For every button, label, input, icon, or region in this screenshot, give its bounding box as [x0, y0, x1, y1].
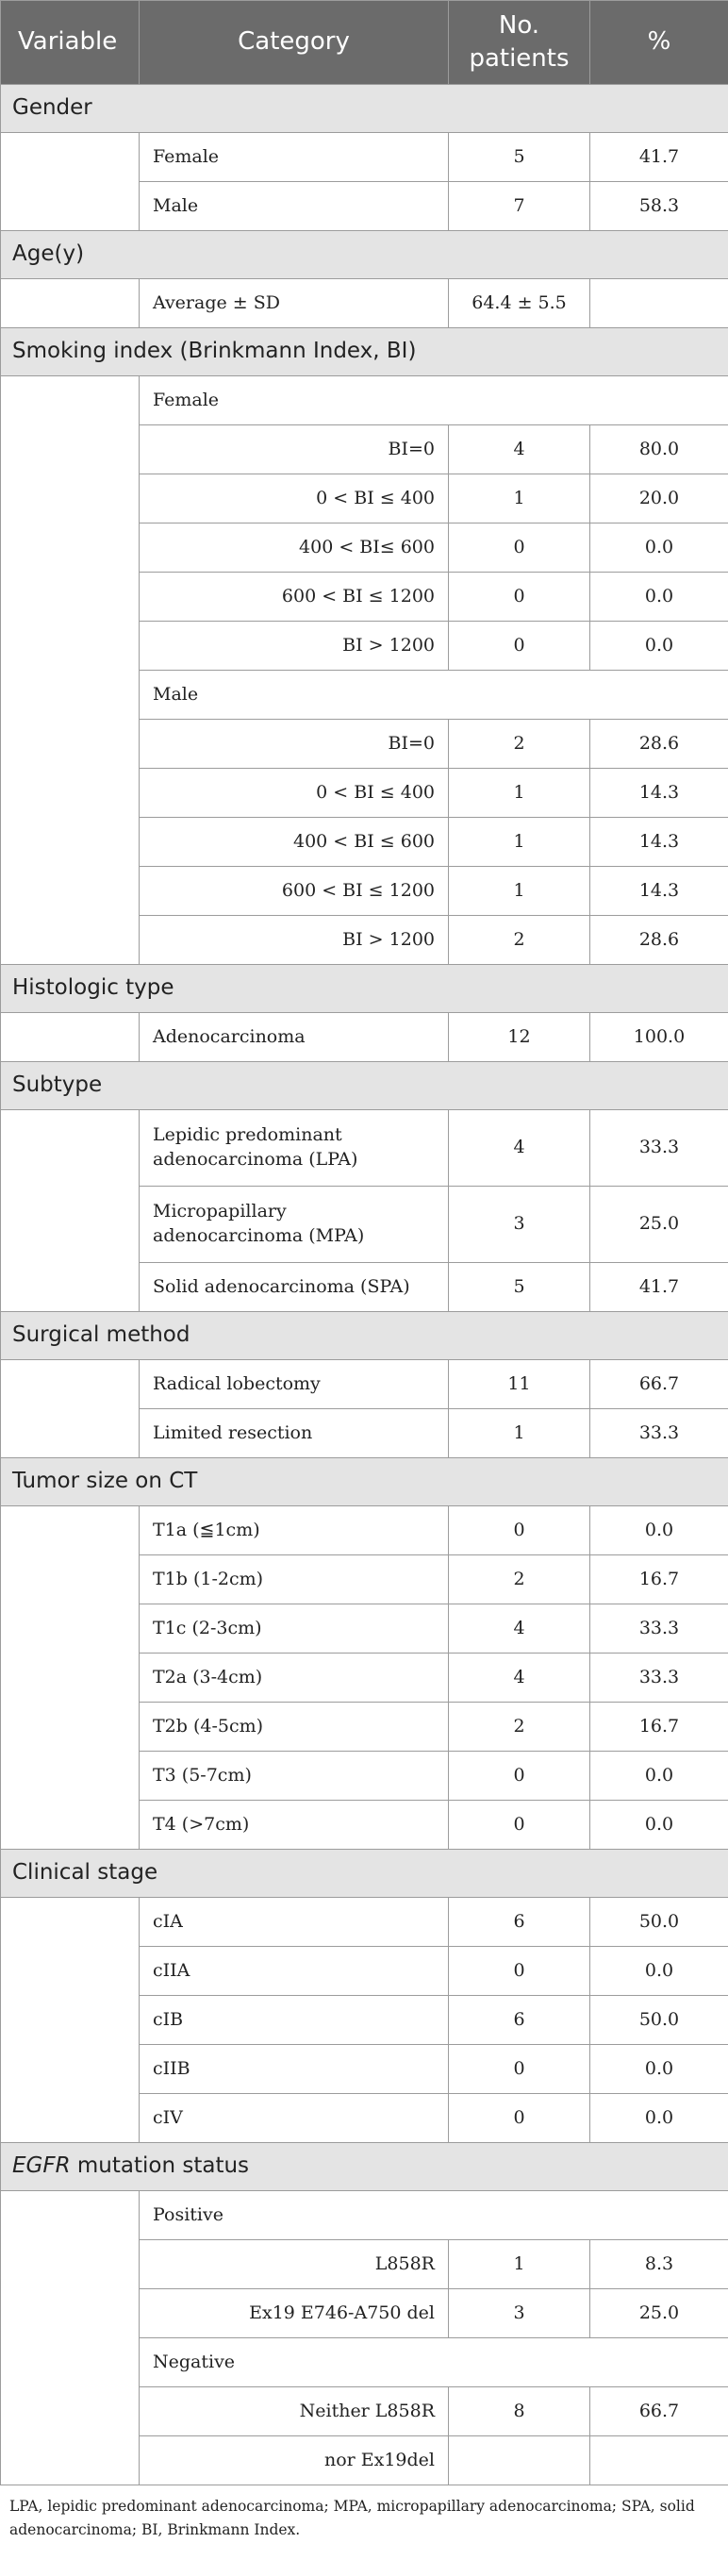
percent-cell: [590, 2436, 728, 2485]
category-cell: T3 (5-7cm): [140, 1752, 449, 1801]
patients-cell: 1: [449, 1409, 590, 1458]
percent-cell: 58.3: [590, 182, 728, 231]
category-line: adenocarcinoma (LPA): [153, 1149, 358, 1170]
percent-cell: 28.6: [590, 916, 728, 965]
patients-cell: 1: [449, 769, 590, 818]
patients-cell: 0: [449, 573, 590, 622]
patients-cell: 4: [449, 425, 590, 474]
percent-cell: 41.7: [590, 1263, 728, 1312]
section-subtype: [1, 1062, 728, 1110]
category-cell: cIV: [140, 2094, 449, 2143]
percent-cell: 25.0: [590, 1187, 728, 1263]
patients-cell: 0: [449, 2045, 590, 2094]
percent-cell: 0.0: [590, 622, 728, 671]
patients-cell: 8: [449, 2387, 590, 2436]
category-cell: cIA: [140, 1898, 449, 1947]
patients-cell: 7: [449, 182, 590, 231]
percent-cell: 14.3: [590, 818, 728, 867]
patients-cell: 2: [449, 720, 590, 769]
table-row: [1, 1013, 728, 1062]
category-line: Micropapillary: [153, 1201, 287, 1222]
patients-cell: 3: [449, 1187, 590, 1263]
category-cell: T4 (>7cm): [140, 1801, 449, 1850]
category-cell: nor Ex19del: [140, 2436, 449, 2485]
category-cell: 0 < BI ≤ 400: [140, 474, 449, 524]
category-cell: BI > 1200: [140, 622, 449, 671]
percent-cell: 41.7: [590, 133, 728, 182]
table-row: [1, 2191, 728, 2240]
percent-cell: 0.0: [590, 573, 728, 622]
section-surgical: [1, 1312, 728, 1360]
category-cell: T1a (≦1cm): [140, 1506, 449, 1555]
section-title: Age(y): [1, 231, 728, 279]
category-cell: BI > 1200: [140, 916, 449, 965]
percent-cell: 50.0: [590, 1996, 728, 2045]
variable-cell: [1, 1360, 140, 1458]
category-cell: Female: [140, 133, 449, 182]
percent-cell: 0.0: [590, 1947, 728, 1996]
percent-cell: 14.3: [590, 769, 728, 818]
percent-cell: 100.0: [590, 1013, 728, 1062]
patients-cell: 0: [449, 524, 590, 573]
section-tumor-size: [1, 1458, 728, 1506]
patients-cell: 0: [449, 622, 590, 671]
section-title-italic: EGFR: [12, 2153, 71, 2179]
patients-cell: 6: [449, 1996, 590, 2045]
subgroup-label: Male: [140, 671, 728, 720]
category-cell: cIB: [140, 1996, 449, 2045]
patients-cell: 1: [449, 2240, 590, 2289]
category-cell: 600 < BI ≤ 1200: [140, 867, 449, 916]
patients-cell: 11: [449, 1360, 590, 1409]
category-cell: Neither L858R: [140, 2387, 449, 2436]
variable-cell: [1, 2191, 140, 2485]
variable-cell: [1, 1506, 140, 1850]
section-title-rest: mutation status: [70, 2153, 250, 2179]
patients-cell: 1: [449, 474, 590, 524]
percent-cell: 16.7: [590, 1555, 728, 1604]
category-cell: T1b (1-2cm): [140, 1555, 449, 1604]
section-title: Tumor size on CT: [1, 1458, 728, 1506]
category-line: Lepidic predominant: [153, 1124, 342, 1146]
category-cell: [140, 1187, 449, 1263]
percent-cell: 0.0: [590, 524, 728, 573]
table-footnote: LPA, lepidic predominant adenocarcinoma; MPA, micropapillary adenocarcinoma; SPA, solid adenocarcinoma; BI, Brinkmann Index.: [9, 2498, 695, 2538]
patients-cell: 2: [449, 916, 590, 965]
patients-cell: 0: [449, 2094, 590, 2143]
patients-cell: 1: [449, 818, 590, 867]
percent-cell: 50.0: [590, 1898, 728, 1947]
category-cell: Adenocarcinoma: [140, 1013, 449, 1062]
category-cell: L858R: [140, 2240, 449, 2289]
percent-cell: 28.6: [590, 720, 728, 769]
variable-cell: [1, 376, 140, 965]
subgroup-label: Negative: [140, 2338, 728, 2387]
patients-cell: 0: [449, 1752, 590, 1801]
section-title: Surgical method: [1, 1312, 728, 1360]
section-smoking: [1, 328, 728, 376]
patients-cell: 5: [449, 1263, 590, 1312]
section-title: Subtype: [1, 1062, 728, 1110]
header-category: Category: [140, 1, 449, 85]
section-title: Gender: [1, 85, 728, 133]
patients-cell: 0: [449, 1801, 590, 1850]
variable-cell: [1, 1898, 140, 2143]
patients-cell: 64.4 ± 5.5: [449, 279, 590, 328]
table-row: [1, 376, 728, 425]
variable-cell: [1, 279, 140, 328]
table-row: [1, 279, 728, 328]
patients-cell: 12: [449, 1013, 590, 1062]
section-title: Smoking index (Brinkmann Index, BI): [1, 328, 728, 376]
patients-cell: 6: [449, 1898, 590, 1947]
header-patients: No. patients: [449, 1, 590, 85]
patients-cell: 3: [449, 2289, 590, 2338]
category-cell: Ex19 E746-A750 del: [140, 2289, 449, 2338]
category-cell: 0 < BI ≤ 400: [140, 769, 449, 818]
percent-cell: 16.7: [590, 1703, 728, 1752]
category-line: adenocarcinoma (MPA): [153, 1225, 365, 1246]
percent-cell: 66.7: [590, 2387, 728, 2436]
percent-cell: 0.0: [590, 2094, 728, 2143]
category-cell: 600 < BI ≤ 1200: [140, 573, 449, 622]
header-percent: %: [590, 1, 728, 85]
category-cell: 400 < BI ≤ 600: [140, 818, 449, 867]
category-cell: T2b (4-5cm): [140, 1703, 449, 1752]
section-age: [1, 231, 728, 279]
category-cell: Limited resection: [140, 1409, 449, 1458]
header-row: [1, 1, 728, 85]
section-title: Histologic type: [1, 965, 728, 1013]
category-cell: T2a (3-4cm): [140, 1654, 449, 1703]
patients-cell: 0: [449, 1506, 590, 1555]
percent-cell: 8.3: [590, 2240, 728, 2289]
subgroup-label: Positive: [140, 2191, 728, 2240]
category-cell: BI=0: [140, 720, 449, 769]
patients-cell: 4: [449, 1654, 590, 1703]
patients-cell: [449, 2436, 590, 2485]
variable-cell: [1, 133, 140, 231]
percent-cell: 33.3: [590, 1409, 728, 1458]
patients-cell: 2: [449, 1555, 590, 1604]
table-row: [1, 1506, 728, 1555]
section-egfr: [1, 2143, 728, 2191]
category-cell: [140, 1110, 449, 1187]
percent-cell: 20.0: [590, 474, 728, 524]
category-cell: cIIA: [140, 1947, 449, 1996]
patients-cell: 0: [449, 1947, 590, 1996]
category-cell: Solid adenocarcinoma (SPA): [140, 1263, 449, 1312]
header-variable: Variable: [1, 1, 140, 85]
section-clinical-stage: [1, 1850, 728, 1898]
table-row: [1, 1360, 728, 1409]
section-gender: [1, 85, 728, 133]
percent-cell: 80.0: [590, 425, 728, 474]
percent-cell: 33.3: [590, 1110, 728, 1187]
category-cell: cIIB: [140, 2045, 449, 2094]
category-cell: Radical lobectomy: [140, 1360, 449, 1409]
table-row: [1, 1898, 728, 1947]
subgroup-label: Female: [140, 376, 728, 425]
patients-cell: 4: [449, 1604, 590, 1654]
variable-cell: [1, 1110, 140, 1312]
section-title: [1, 2143, 728, 2191]
patients-cell: 1: [449, 867, 590, 916]
percent-cell: [590, 279, 728, 328]
percent-cell: 25.0: [590, 2289, 728, 2338]
patients-cell: 5: [449, 133, 590, 182]
patients-cell: 2: [449, 1703, 590, 1752]
percent-cell: 0.0: [590, 1801, 728, 1850]
percent-cell: 33.3: [590, 1604, 728, 1654]
table-row: [1, 1110, 728, 1187]
patients-cell: 4: [449, 1110, 590, 1187]
category-cell: BI=0: [140, 425, 449, 474]
percent-cell: 14.3: [590, 867, 728, 916]
percent-cell: 33.3: [590, 1654, 728, 1703]
category-cell: T1c (2-3cm): [140, 1604, 449, 1654]
section-histologic: [1, 965, 728, 1013]
percent-cell: 0.0: [590, 1752, 728, 1801]
variable-cell: [1, 1013, 140, 1062]
category-cell: 400 < BI≤ 600: [140, 524, 449, 573]
section-title: Clinical stage: [1, 1850, 728, 1898]
percent-cell: 0.0: [590, 2045, 728, 2094]
percent-cell: 0.0: [590, 1506, 728, 1555]
percent-cell: 66.7: [590, 1360, 728, 1409]
category-cell: Male: [140, 182, 449, 231]
table-row: [1, 133, 728, 182]
category-cell: Average ± SD: [140, 279, 449, 328]
